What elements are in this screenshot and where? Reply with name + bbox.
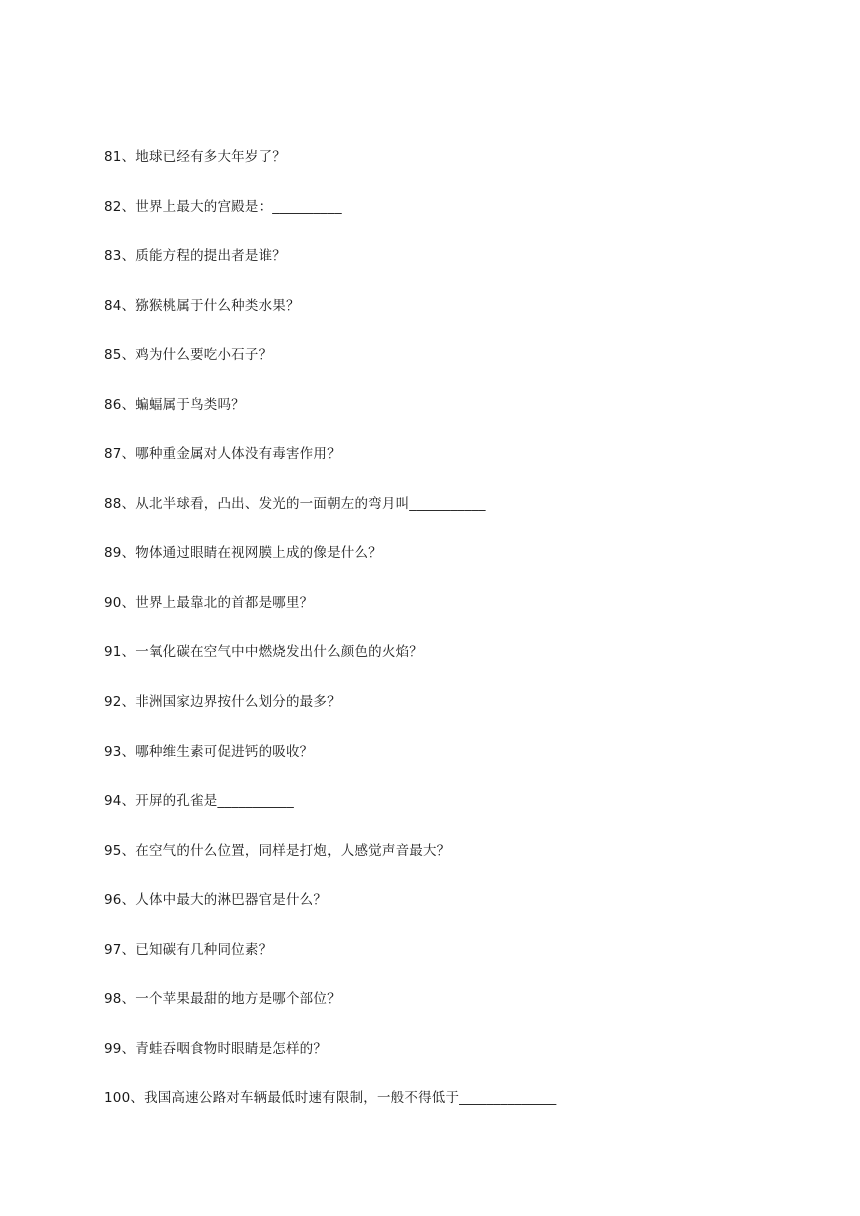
question-90: 90、世界上最靠北的首都是哪里？ <box>104 594 314 611</box>
question-84: 84、猕猴桃属于什么种类水果？ <box>104 297 300 314</box>
question-85: 85、鸡为什么要吃小石子？ <box>104 347 273 364</box>
question-87: 87、哪种重金属对人体没有毒害作用？ <box>104 446 341 463</box>
question-88: 88、从北半球看，凸出、发光的一面朝左的弯月叫___________ <box>104 495 486 512</box>
question-81: 81、地球已经有多大年岁了？ <box>104 149 286 165</box>
question-96: 96、人体中最大的淋巴器官是什么？ <box>104 892 328 909</box>
question-92: 92、非洲国家边界按什么划分的最多？ <box>104 694 341 711</box>
question-93: 93、哪种维生素可促进钙的吸收？ <box>104 743 314 760</box>
question-83: 83、质能方程的提出者是谁？ <box>104 248 286 265</box>
question-98: 98、一个苹果最甜的地方是哪个部位？ <box>104 991 341 1008</box>
question-100: 100、我国高速公路对车辆最低时速有限制，一般不得低于______________ <box>104 1090 557 1107</box>
question-91: 91、一氧化碳在空气中中燃烧发出什么颜色的火焰？ <box>104 644 423 661</box>
question-89: 89、物体通过眼睛在视网膜上成的像是什么？ <box>104 545 382 562</box>
question-86: 86、蝙蝠属于鸟类吗？ <box>104 396 245 413</box>
question-82: 82、世界上最大的宫殿是：__________ <box>104 198 342 215</box>
question-99: 99、青蛙吞咽食物时眼睛是怎样的？ <box>104 1040 328 1057</box>
question-97: 97、已知碳有几种同位素？ <box>104 941 273 958</box>
question-95: 95、在空气的什么位置，同样是打炮，人感觉声音最大？ <box>104 842 451 859</box>
question-list <box>104 146 824 1137</box>
question-94: 94、开屏的孔雀是___________ <box>104 793 294 810</box>
